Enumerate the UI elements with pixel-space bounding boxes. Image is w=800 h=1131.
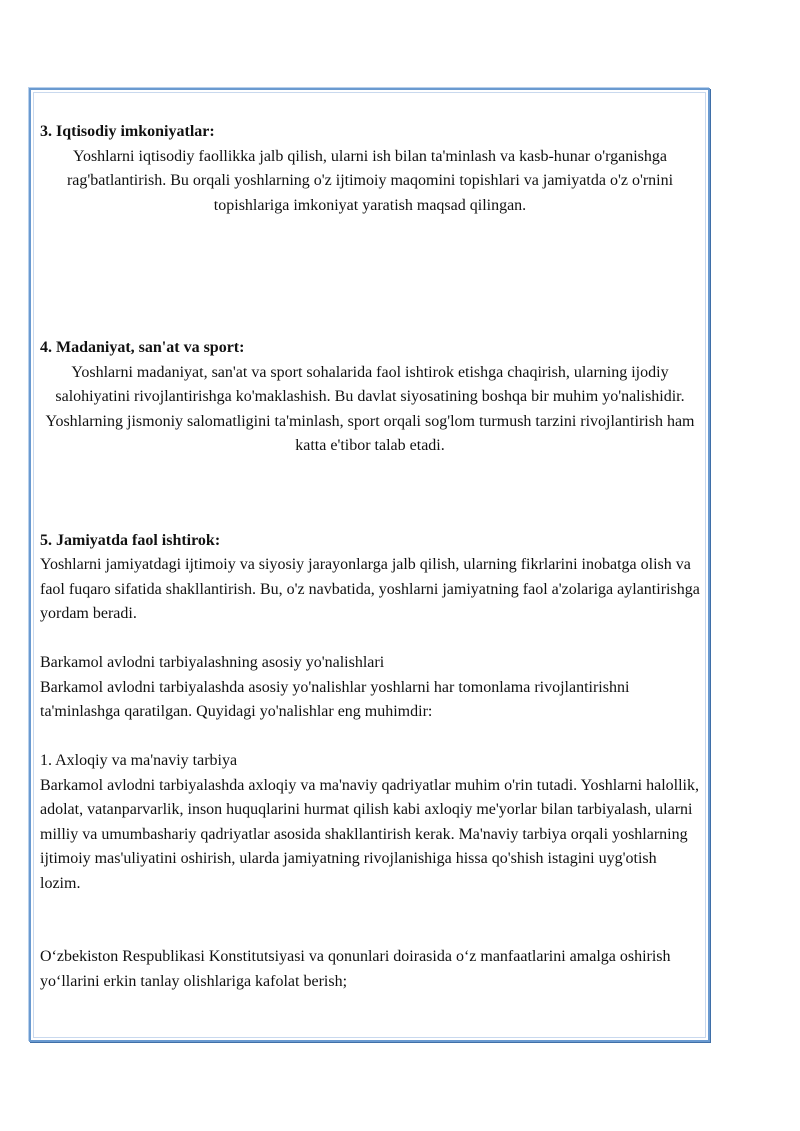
directions-intro: Barkamol avlodni tarbiyalashda asosiy yo'nalishlar yoshlarni har tomonlama rivojlantirishni ta'minlashga qaratilgan. Quyidagi yo'nalishlar eng muhimdir: — [40, 678, 630, 720]
directions-title: Barkamol avlodni tarbiyalashning asosiy yo'nalishlari — [40, 654, 385, 671]
item-text: Barkamol avlodni tarbiyalashda axloqiy va ma'naviy qadriyatlar muhim o'rin tutadi. Yoshlarni halollik, adolat, vatanparvarlik, inson huquqlarini hurmat qilish kabi axloqiy me'yorlar bilan tarbiyalash, ularni milliy va umumbashariy qadriyatlar asosida shakllantirish kerak. Ma'naviy tarbiya orqali yoshlarning ijtimoiy mas'uliyatini oshirish, ularda jamiyatning rivojlanishiga hissa qo'shish istagini uyg'otish lozim. — [40, 776, 699, 892]
section-text: Yoshlarni madaniyat, san'at va sport sohalarida faol ishtirok etishga chaqirish, ularning ijodiy salohiyatini rivojlantirishga ko'maklashish. Bu davlat siyosatining boshqa bir muhim yo'nalishidir. Yoshlarning jismoniy salomatligini ta'minlash, sport orqali sog'lom turmush tarzini rivojlantirish ham katta e'tibor talab etadi. — [45, 363, 695, 454]
section-heading: 3. Iqtisodiy imkoniyatlar: — [40, 123, 215, 140]
section-heading: 4. Madaniyat, san'at va sport: — [40, 339, 245, 356]
closing-text: O‘zbekiston Respublikasi Konstitutsiyasi va qonunlari doirasida o‘z manfaatlarini amalga oshirish yo‘llarini erkin tanlay olishlariga kafolat berish; — [40, 948, 671, 990]
document-body — [40, 120, 700, 994]
item-title: 1. Axloqiy va ma'naviy tarbiya — [40, 752, 238, 769]
section-heading: 5. Jamiyatda faol ishtirok: — [40, 531, 221, 549]
section-text: Yoshlarni jamiyatdagi ijtimoiy va siyosiy jarayonlarga jalb qilish, ularning fikrlarini inobatga olish va faol fuqaro sifatida shakllantirish. Bu, o'z navbatida, yoshlarni jamiyatning faol a'zolariga aylantirishga yordam beradi. — [40, 556, 700, 622]
section-text: Yoshlarni iqtisodiy faollikka jalb qilish, ularni ish bilan ta'minlash va kasb-hunar o'rganishga rag'batlantirish. Bu orqali yoshlarning o'z ijtimoiy maqomini topishlari va jamiyatda o'z o'rnini topishlariga imkoniyat yaratish maqsad qilingan. — [66, 147, 674, 214]
